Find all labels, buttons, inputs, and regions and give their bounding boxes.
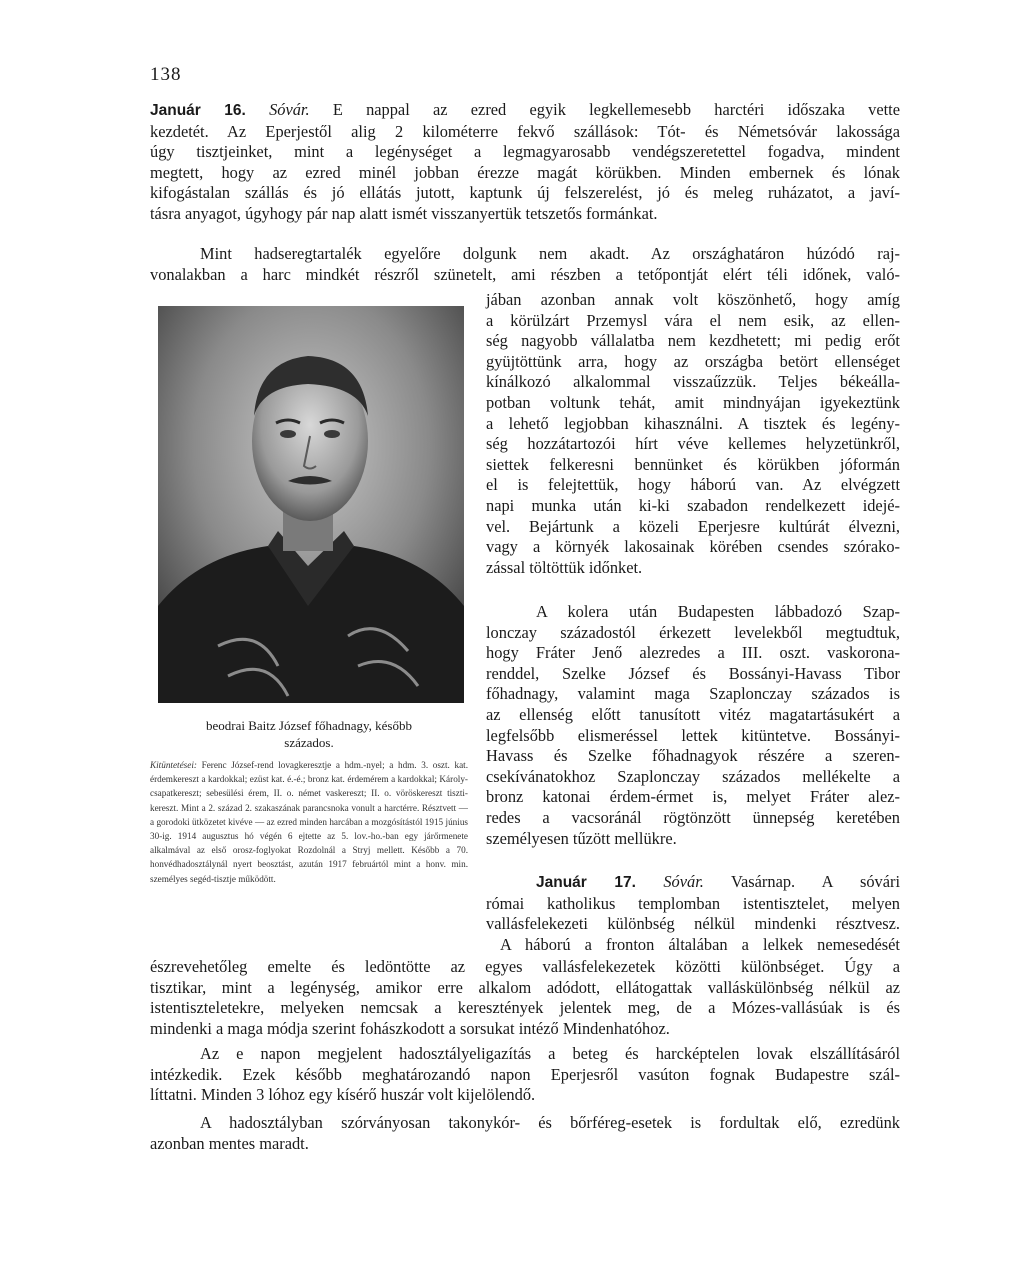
text-line: vagy a környék lakosainak körében csendes szórako- bbox=[486, 537, 900, 557]
paragraph-reserve-continued bbox=[486, 290, 900, 578]
text-line: vonalakban a harc mindkét részről szünetelt, ami részben a tetőpontját elért téli időnek, való- bbox=[150, 264, 900, 284]
text-line: Mint hadseregtartalék egyelőre dolgunk nem akadt. Az országhatáron húzódó raj- bbox=[200, 244, 900, 263]
caption-details-label: Kitüntetései: bbox=[150, 760, 197, 770]
caption-name-line: beodrai Baitz József főhadnagy, később bbox=[205, 718, 412, 733]
text-line: gyüjtöttünk arra, hogy az országba betört ellenséget bbox=[486, 351, 900, 371]
text-line: Az e napon megjelent hadosztályeligazítás a beteg és harcképtelen lovak elszállításáról bbox=[200, 1044, 900, 1063]
entry-place: Sóvár. bbox=[663, 872, 704, 891]
text-line: azonban mentes maradt. bbox=[150, 1133, 309, 1153]
text-line: római katholikus templomban istentisztelet, melyen bbox=[486, 893, 900, 913]
text-line: mindenki a maga módja szerint fohászkodott a sorsukat intéző Mindenhatóhoz. bbox=[150, 1018, 670, 1038]
text-line: Vasárnap. A sóvári bbox=[730, 872, 900, 891]
caption-rank-line: százados. bbox=[284, 735, 334, 750]
portrait-caption bbox=[150, 717, 468, 751]
text-line: istentiszteletekre, melyeken nemcsak a keresztények jelentek meg, de a Mózes-vallásúak is és bbox=[150, 998, 900, 1018]
text-line: a körülzárt Przemysl vára el nem esik, az ellen- bbox=[486, 310, 900, 330]
text-line: megtett, hogy az ezred minél jobban érezze magát körükben. Minden embernek és lónak bbox=[150, 162, 900, 182]
text-line: ség hozzátartozói hírt véve kellemes helyzetünkről, bbox=[486, 434, 900, 454]
paragraph-disease bbox=[150, 1113, 900, 1154]
text-line: hogy Fráter Jenő alezredes a III. oszt. vaskorona- bbox=[486, 643, 900, 663]
text-line: legfelsőbb elismeréssel lettek kitüntetve. Bossányi- bbox=[486, 725, 900, 745]
paragraph-january-16 bbox=[150, 100, 900, 225]
portrait-illustration bbox=[158, 306, 464, 703]
text-line: renddel, Szelke József és Bossányi-Havass Tibor bbox=[486, 663, 900, 683]
text-line: napi munka után ki-ki szabadon rendelkezett idejé- bbox=[486, 495, 900, 515]
text-line: az ellenség előtt tanusított vitéz magatartásukért a bbox=[486, 704, 900, 724]
text-line: csekívánatokhoz Szaplonczay százados mellékelte a bbox=[486, 766, 900, 786]
text-line: ség nagyobb vállalatba nem kezdhetett; mi pedig erőt bbox=[486, 331, 900, 351]
text-line: lonczay századostól érkezett levelekből megtudtuk, bbox=[486, 622, 900, 642]
text-line: tásra anyagot, úgyhogy pár nap alatt ismét visszanyertük tetszetős formánkat. bbox=[150, 203, 658, 223]
text-line: tisztikar, mint a legénység, amikor erre alkalom adódott, ellátogattak valláskülönbség nélkül az bbox=[150, 977, 900, 997]
paragraph-decorations bbox=[486, 602, 900, 849]
text-line: A háború a fronton általában a lelkek nemesedését bbox=[500, 934, 900, 954]
text-line: vel. Bejártunk a közeli Eperjesre kultúrát élvezni, bbox=[486, 516, 900, 536]
text-line: személyesen tűzött mellükre. bbox=[486, 828, 677, 848]
paragraph-january-17 bbox=[486, 872, 900, 955]
text-line: főhadnagy, valamint maga Szaplonczay százados is bbox=[486, 684, 900, 704]
text-line: kínálkozó alkalommal visszaűzzük. Teljes békeálla- bbox=[486, 372, 900, 392]
text-line: kezdetét. Az Eperjestől alig 2 kilométerre fekvő szállások: Tót- és Németsóvár lakossága bbox=[150, 121, 900, 141]
paragraph-january-17-continued bbox=[150, 957, 900, 1039]
text-line: el is felejtettük, hogy háború van. Az elvégzett bbox=[486, 475, 900, 495]
text-line: észrevehetőleg emelte és ledöntötte az egyes vallásfelekezetek közötti különbséget. Úgy a bbox=[150, 957, 900, 976]
text-line: líttatni. Minden 3 lóhoz egy kísérő huszár volt kijelölendő. bbox=[150, 1085, 536, 1105]
text-line: jában azonban annak volt köszönhető, hogy amíg bbox=[486, 290, 900, 309]
text-line: intézkedik. Ezek később meghatározandó napon Eperjesről vasúton fognak Budapestre szál- bbox=[150, 1064, 900, 1084]
text-line: A hadosztályban szórványosan takonykór- és bőrféreg-esetek is fordultak elő, ezredünk bbox=[200, 1113, 900, 1132]
text-line: bronz katonai érdem-érmet is, melyet Fráter alez- bbox=[486, 787, 900, 807]
text-line: vallásfelekezeti különbség nélkül mindenki résztvesz. bbox=[486, 914, 900, 934]
caption-details bbox=[150, 758, 468, 886]
page-number: 138 bbox=[150, 64, 182, 85]
text-line: E nappal az ezred egyik legkellemesebb harctéri időszaka vette bbox=[332, 100, 900, 119]
text-line: zással töltöttük időnket. bbox=[486, 557, 643, 577]
text-line: siettek felkeresni bennünket és körükben jóformán bbox=[486, 454, 900, 474]
text-line: Havass és Szelke főhadnagyok részére a szeren- bbox=[486, 746, 900, 766]
portrait-photo bbox=[158, 306, 464, 703]
text-line: potban voltunk tehát, amit mindnyájan igyekeztünk bbox=[486, 392, 900, 412]
text-line: redes a vacsoránál rögtönzött ünnepség keretében bbox=[486, 807, 900, 827]
text-line: úgy tisztjeinket, mint a legénységet a legmagyarosabb vendégszeretettel fogadva, mindent bbox=[150, 142, 900, 162]
caption-details-text: Ferenc József-rend lovagkeresztje a hdm.-nyel; a hdm. 3. oszt. kat. érdemkereszt a kardokkal; ezüst kat. é.-é.; bronz kat. érdemérem a kardokkal; Károly-csapatkereszt; sebesülési érem, II. o. német vaskereszt; II. o. vöröskereszt tiszti-kereszt. Mint a 2. század 2. szakaszának parancsnoka vonult a harctérre. Résztvett — a gorodoki ütközetet kivéve — az ezred minden harcában a mozgósítástól 1915 június 30-ig. 1914 augusztus hó végén 6 ejtette az 5. lov.-ho.-ban egy járőrmenete alkalmával az első orosz-foglyokat Rozdolnál a Stryj mellett. Később a 70. honvédhadosztálynál nyert beosztást, azután 1917 februártól mint a honv. min. személyes segéd-tisztje működött. bbox=[150, 760, 468, 884]
entry-place: Sóvár. bbox=[269, 100, 310, 119]
text-line: A kolera után Budapesten lábbadozó Szap- bbox=[536, 602, 900, 621]
paragraph-reserve bbox=[150, 244, 900, 285]
entry-date: Január 17. bbox=[536, 874, 636, 891]
text-line: a lehető legjobban kihasználni. A tisztek és legény- bbox=[486, 413, 900, 433]
text-line: kifogástalan szállás és jó ellátás jutott, kaptunk új felszerelést, jó és meleg ruházatot, a javí- bbox=[150, 183, 900, 203]
paragraph-horse-transport bbox=[150, 1044, 900, 1106]
entry-date: Január 16. bbox=[150, 102, 246, 119]
